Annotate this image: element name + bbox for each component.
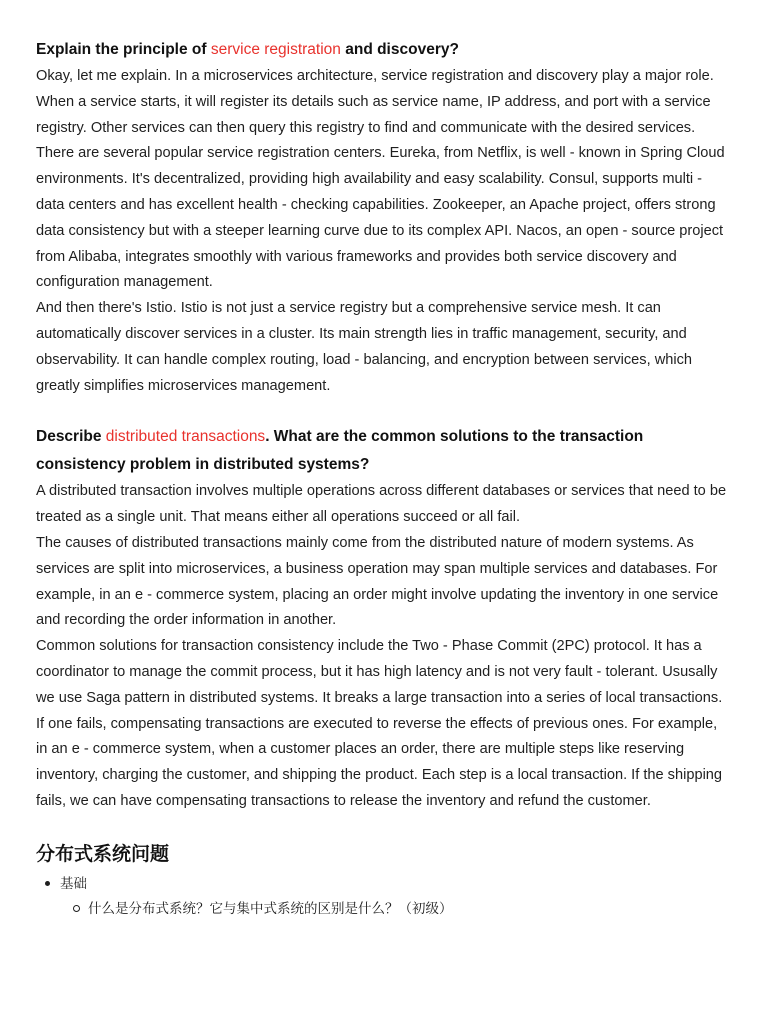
- paragraph: Okay, let me explain. In a microservices architecture, service registration and discovery play a major role. When a service starts, it will register its details such as service name, IP address, and port with a service registry. Other services can then query this registry to find and communicate with the desired services.: [36, 68, 714, 136]
- topic-list: [36, 871, 732, 921]
- title-highlight: distributed transactions: [105, 428, 266, 446]
- paragraph: A distributed transaction involves multiple operations across different databases or services that need to be treated as a single unit. That means either all operations succeed or all fail.: [36, 483, 727, 526]
- paragraph: The causes of distributed transactions mainly come from the distributed nature of modern systems. As services are split into microservices, a business operation may span multiple services and databases. For example, in an e - commerce system, placing an order might involve updating the inventory in one service and recording the order information in another.: [36, 534, 719, 629]
- list-item-label: 基础: [60, 875, 87, 891]
- question-title-service-registration: [36, 36, 732, 64]
- paragraph: And then there's Istio. Istio is not just a service registry but a comprehensive service mesh. It can automatically discover services in a cluster. Its main strength lies in traffic management, security, and observability. It can handle complex routing, load - balancing, and encryption between services, which greatly simplifies microservices management.: [36, 300, 693, 394]
- title-prefix: Describe: [36, 428, 106, 446]
- title-suffix: . What are the common solutions to the transaction consistency problem in distributed systems?: [36, 428, 644, 474]
- section-heading-distributed-systems: 分布式系统问题: [36, 843, 170, 865]
- section-spacer: [36, 399, 732, 423]
- question-title-distributed-transactions: [36, 423, 732, 479]
- sub-list-item: 什么是分布式系统？它与集中式系统的区别是什么？（初级）: [88, 896, 732, 921]
- title-highlight: service registration: [210, 41, 341, 58]
- paragraph: There are several popular service registration centers. Eureka, from Netflix, is well - known in Spring Cloud environments. It's decentralized, providing high availability and easy scalability. Consul, supports multi - data centers and has excellent health - checking capabilities. Zookeeper, an Apache project, offers strong data consistency but with a steeper learning curve due to its complex API. Nacos, an open - source project from Alibaba, integrates smoothly with various frameworks and provides both service discovery and configuration management.: [36, 145, 725, 291]
- paragraph: Common solutions for transaction consistency include the Two - Phase Commit (2PC) protocol. It has a coordinator to manage the commit process, but it has high latency and is not very fault - tolerant. Ususally we use Saga pattern in distributed systems. It breaks a large transaction into a series of local transactions. If one fails, compensating transactions are executed to reverse the effects of previous ones. For example, in an e - commerce system, when a customer places an order, there are multiple steps like reserving inventory, charging the customer, and shipping the product. Each step is a local transaction. If the shipping fails, we can have compensating transactions to release the inventory and refund the customer.: [36, 638, 723, 809]
- title-suffix: and discovery?: [340, 41, 459, 58]
- title-prefix: Explain the principle of: [36, 41, 211, 58]
- list-item: [60, 871, 732, 921]
- sub-topic-list: [60, 896, 732, 921]
